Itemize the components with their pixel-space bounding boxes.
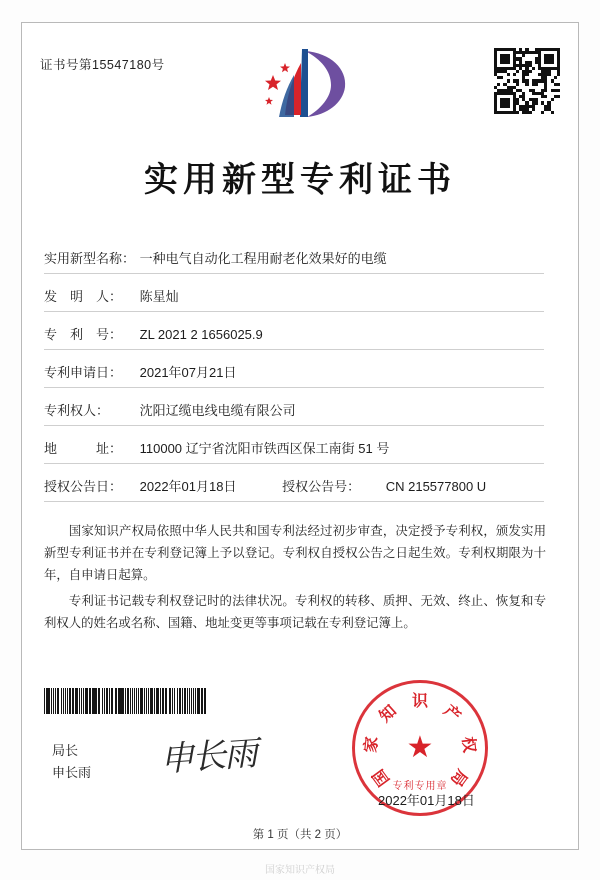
- field-label-grant-date: 授权公告日：: [44, 479, 123, 494]
- official-seal: ★ 国 家 知 识 产 权 局 专利专用章: [352, 680, 488, 816]
- field-value-grant-date: 2022年01月18日: [139, 479, 237, 494]
- field-underline: [44, 349, 544, 350]
- field-row-application-date: [44, 354, 544, 392]
- paragraph-2: 专利证书记载专利权登记时的法律状况。专利权的转移、质押、无效、终止、恢复和专利权人的姓名或名称、国籍、地址变更等事项记载在专利登记簿上。: [44, 594, 546, 630]
- page-footer: 第 1 页（共 2 页）: [252, 829, 348, 841]
- field-underline: [44, 501, 544, 502]
- field-underline: [44, 311, 544, 312]
- field-row-inventor: [44, 278, 544, 316]
- paragraph-1: 国家知识产权局依照中华人民共和国专利法经过初步审查，决定授予专利权，颁发实用新型专利证书并在专利登记簿上予以登记。专利权自授权公告之日起生效。专利权期限为十年，自申请日起算。: [44, 524, 546, 582]
- field-underline: [44, 425, 544, 426]
- field-value-name: 一种电气自动化工程用耐老化效果好的电缆: [139, 251, 387, 266]
- cnipa-logo: [255, 45, 351, 125]
- signature-role: 局长: [52, 743, 79, 758]
- qr-code: [494, 48, 560, 114]
- field-label-name: 实用新型名称：: [44, 251, 136, 266]
- field-row-patentee: [44, 392, 544, 430]
- field-label-patent-number: 专 利 号：: [44, 327, 123, 342]
- field-label-patentee: 专利权人：: [44, 403, 110, 418]
- field-value-grant-number: CN 215577800 U: [385, 479, 487, 494]
- seal-date: 2022年01月18日: [378, 793, 475, 808]
- signature-name: 申长雨: [52, 765, 92, 780]
- field-label-address: 地 址：: [44, 441, 123, 456]
- field-label-grant-number: 授权公告号：: [282, 479, 361, 494]
- page-title: 实用新型专利证书: [144, 160, 456, 200]
- field-row-name: [44, 240, 544, 278]
- field-row-address: [44, 430, 544, 468]
- field-value-patent-number: ZL 2021 2 1656025.9: [139, 327, 263, 342]
- field-underline: [44, 463, 544, 464]
- barcode: [44, 688, 224, 714]
- body-paragraphs: [44, 520, 546, 638]
- field-value-inventor: 陈星灿: [139, 289, 179, 304]
- signature-block: [52, 740, 91, 784]
- seal-bottom-text: 专利专用章: [392, 781, 448, 792]
- seal-star-icon: ★: [406, 731, 434, 764]
- field-underline: [44, 387, 544, 388]
- field-row-patent-number: [44, 316, 544, 354]
- field-underline: [44, 273, 544, 274]
- fields-block: [44, 240, 544, 506]
- field-label-inventor: 发 明 人：: [44, 289, 123, 304]
- field-label-application-date: 专利申请日：: [44, 365, 123, 380]
- field-value-address: 110000 辽宁省沈阳市铁西区保工南街 51 号: [139, 441, 390, 456]
- field-value-patentee: 沈阳辽缆电线电缆有限公司: [139, 403, 296, 418]
- signature-handwriting: 申长雨: [158, 733, 258, 781]
- watermark-text: 国家知识产权局: [265, 865, 335, 876]
- certificate-number: 证书号第15547180号: [40, 58, 165, 72]
- field-value-application-date: 2021年07月21日: [139, 365, 237, 380]
- field-row-grant: [44, 468, 544, 506]
